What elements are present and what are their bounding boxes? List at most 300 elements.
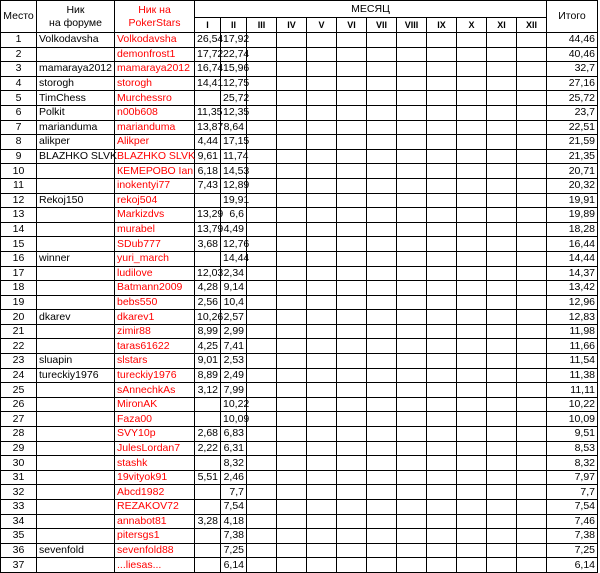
place-cell: 28 <box>1 427 37 442</box>
month-12-cell <box>517 441 547 456</box>
month-12-cell <box>517 47 547 62</box>
month-4-cell <box>277 193 307 208</box>
header-forum-nick <box>37 1 115 33</box>
total-cell: 18,28 <box>547 222 598 237</box>
table-row <box>1 266 598 281</box>
total-cell: 16,44 <box>547 237 598 252</box>
month-11-cell <box>487 135 517 150</box>
month-10-cell <box>457 120 487 135</box>
month-11-cell <box>487 383 517 398</box>
month-11-cell <box>487 324 517 339</box>
month-2-cell: 2,49 <box>221 368 247 383</box>
month-11-cell <box>487 354 517 369</box>
forum-nick-cell <box>37 412 115 427</box>
month-3-cell <box>247 441 277 456</box>
forum-nick-cell: TimChess <box>37 91 115 106</box>
month-12-cell <box>517 193 547 208</box>
month-1-cell: 12,03 <box>195 266 221 281</box>
total-cell: 20,71 <box>547 164 598 179</box>
table-row <box>1 441 598 456</box>
month-5-cell <box>307 295 337 310</box>
month-1-cell <box>195 500 221 515</box>
month-10-cell <box>457 91 487 106</box>
forum-nick-cell <box>37 558 115 573</box>
month-4-cell <box>277 135 307 150</box>
month-8-cell <box>397 251 427 266</box>
place-cell: 9 <box>1 149 37 164</box>
month-3-cell <box>247 514 277 529</box>
month-8-cell <box>397 514 427 529</box>
month-4-cell <box>277 310 307 325</box>
month-4-cell <box>277 529 307 544</box>
month-11-cell <box>487 543 517 558</box>
month-1-cell: 13,87 <box>195 120 221 135</box>
month-1-cell <box>195 251 221 266</box>
month-11-cell <box>487 266 517 281</box>
month-6-cell <box>337 514 367 529</box>
place-cell: 6 <box>1 105 37 120</box>
month-12-cell <box>517 164 547 179</box>
month-1-cell: 2,68 <box>195 427 221 442</box>
month-5-cell <box>307 251 337 266</box>
month-8-cell <box>397 485 427 500</box>
month-8-cell <box>397 266 427 281</box>
header-ps-nick <box>115 1 195 33</box>
month-11-cell <box>487 91 517 106</box>
month-10-cell <box>457 485 487 500</box>
forum-nick-cell <box>37 441 115 456</box>
month-12-cell <box>517 222 547 237</box>
month-6-cell <box>337 222 367 237</box>
month-6-cell <box>337 485 367 500</box>
month-header-VIII: VIII <box>397 18 427 33</box>
month-11-cell <box>487 105 517 120</box>
month-10-cell <box>457 324 487 339</box>
ps-nick-cell: Abcd1982 <box>115 485 195 500</box>
month-2-cell: 2,34 <box>221 266 247 281</box>
month-4-cell <box>277 47 307 62</box>
month-3-cell <box>247 470 277 485</box>
month-2-cell: 11,74 <box>221 149 247 164</box>
month-7-cell <box>367 514 397 529</box>
month-header-I: I <box>195 18 221 33</box>
month-6-cell <box>337 193 367 208</box>
month-9-cell <box>427 339 457 354</box>
month-10-cell <box>457 427 487 442</box>
month-5-cell <box>307 441 337 456</box>
month-4-cell <box>277 208 307 223</box>
month-3-cell <box>247 47 277 62</box>
header-month: МЕСЯЦ <box>195 1 547 18</box>
forum-nick-cell <box>37 456 115 471</box>
ps-nick-cell: mamaraya2012 <box>115 62 195 77</box>
forum-nick-cell: storogh <box>37 76 115 91</box>
month-8-cell <box>397 62 427 77</box>
month-7-cell <box>367 193 397 208</box>
month-6-cell <box>337 412 367 427</box>
ps-nick-cell: yuri_march <box>115 251 195 266</box>
total-cell: 22,51 <box>547 120 598 135</box>
month-4-cell <box>277 558 307 573</box>
month-4-cell <box>277 237 307 252</box>
ps-nick-cell: BLAZHKO SLVK <box>115 149 195 164</box>
month-header-XI: XI <box>487 18 517 33</box>
ps-nick-cell: 19vityok91 <box>115 470 195 485</box>
ps-nick-cell: ...liesas... <box>115 558 195 573</box>
table-row <box>1 76 598 91</box>
month-12-cell <box>517 295 547 310</box>
month-12-cell <box>517 485 547 500</box>
month-12-cell <box>517 529 547 544</box>
forum-nick-cell <box>37 529 115 544</box>
month-7-cell <box>367 33 397 48</box>
month-10-cell <box>457 529 487 544</box>
month-12-cell <box>517 237 547 252</box>
month-1-cell: 4,25 <box>195 339 221 354</box>
month-12-cell <box>517 558 547 573</box>
month-9-cell <box>427 543 457 558</box>
place-cell: 20 <box>1 310 37 325</box>
month-1-cell: 5,51 <box>195 470 221 485</box>
month-4-cell <box>277 149 307 164</box>
month-7-cell <box>367 456 397 471</box>
month-10-cell <box>457 500 487 515</box>
place-cell: 1 <box>1 33 37 48</box>
place-cell: 32 <box>1 485 37 500</box>
month-12-cell <box>517 91 547 106</box>
month-7-cell <box>367 222 397 237</box>
month-2-cell: 4,18 <box>221 514 247 529</box>
month-9-cell <box>427 222 457 237</box>
month-10-cell <box>457 441 487 456</box>
month-8-cell <box>397 237 427 252</box>
month-9-cell <box>427 529 457 544</box>
ps-nick-cell: Alikper <box>115 135 195 150</box>
month-10-cell <box>457 47 487 62</box>
month-12-cell <box>517 354 547 369</box>
total-cell: 11,54 <box>547 354 598 369</box>
month-7-cell <box>367 441 397 456</box>
month-2-cell: 12,76 <box>221 237 247 252</box>
month-2-cell: 2,53 <box>221 354 247 369</box>
month-6-cell <box>337 47 367 62</box>
month-12-cell <box>517 543 547 558</box>
place-cell: 31 <box>1 470 37 485</box>
place-cell: 11 <box>1 178 37 193</box>
month-2-cell: 8,64 <box>221 120 247 135</box>
month-6-cell <box>337 149 367 164</box>
month-4-cell <box>277 164 307 179</box>
month-3-cell <box>247 281 277 296</box>
month-9-cell <box>427 295 457 310</box>
month-header-VII: VII <box>367 18 397 33</box>
ps-nick-cell: REZAKOV72 <box>115 500 195 515</box>
month-8-cell <box>397 441 427 456</box>
table-row <box>1 47 598 62</box>
month-header-IX: IX <box>427 18 457 33</box>
month-10-cell <box>457 514 487 529</box>
month-header-XII: XII <box>517 18 547 33</box>
place-cell: 7 <box>1 120 37 135</box>
month-5-cell <box>307 339 337 354</box>
place-cell: 34 <box>1 514 37 529</box>
place-cell: 36 <box>1 543 37 558</box>
month-3-cell <box>247 427 277 442</box>
month-2-cell: 2,57 <box>221 310 247 325</box>
month-6-cell <box>337 310 367 325</box>
month-6-cell <box>337 324 367 339</box>
month-10-cell <box>457 383 487 398</box>
month-9-cell <box>427 62 457 77</box>
month-11-cell <box>487 397 517 412</box>
table-row <box>1 149 598 164</box>
month-8-cell <box>397 383 427 398</box>
forum-nick-cell <box>37 427 115 442</box>
month-4-cell <box>277 62 307 77</box>
month-3-cell <box>247 135 277 150</box>
total-cell: 6,14 <box>547 558 598 573</box>
month-9-cell <box>427 397 457 412</box>
month-6-cell <box>337 470 367 485</box>
ps-nick-cell: demonfrost1 <box>115 47 195 62</box>
forum-nick-cell <box>37 178 115 193</box>
month-4-cell <box>277 339 307 354</box>
month-2-cell: 6,83 <box>221 427 247 442</box>
month-8-cell <box>397 543 427 558</box>
place-cell: 24 <box>1 368 37 383</box>
month-11-cell <box>487 368 517 383</box>
table-row <box>1 178 598 193</box>
month-1-cell <box>195 543 221 558</box>
month-8-cell <box>397 500 427 515</box>
month-7-cell <box>367 105 397 120</box>
month-2-cell: 10,22 <box>221 397 247 412</box>
month-4-cell <box>277 485 307 500</box>
month-9-cell <box>427 485 457 500</box>
table-row <box>1 62 598 77</box>
month-4-cell <box>277 383 307 398</box>
month-2-cell: 14,44 <box>221 251 247 266</box>
month-4-cell <box>277 120 307 135</box>
month-4-cell <box>277 295 307 310</box>
month-9-cell <box>427 427 457 442</box>
month-10-cell <box>457 222 487 237</box>
month-9-cell <box>427 281 457 296</box>
month-12-cell <box>517 470 547 485</box>
month-4-cell <box>277 324 307 339</box>
month-6-cell <box>337 295 367 310</box>
month-3-cell <box>247 149 277 164</box>
month-11-cell <box>487 514 517 529</box>
month-2-cell: 12,75 <box>221 76 247 91</box>
header-row <box>1 1 598 18</box>
month-header-III: III <box>247 18 277 33</box>
month-5-cell <box>307 193 337 208</box>
table-row <box>1 354 598 369</box>
month-8-cell <box>397 47 427 62</box>
month-7-cell <box>367 354 397 369</box>
month-3-cell <box>247 62 277 77</box>
month-10-cell <box>457 251 487 266</box>
total-cell: 10,22 <box>547 397 598 412</box>
table-row <box>1 310 598 325</box>
month-11-cell <box>487 76 517 91</box>
table-row <box>1 295 598 310</box>
table-row <box>1 251 598 266</box>
month-1-cell: 16,74 <box>195 62 221 77</box>
total-cell: 7,97 <box>547 470 598 485</box>
table-row <box>1 120 598 135</box>
place-cell: 13 <box>1 208 37 223</box>
month-8-cell <box>397 91 427 106</box>
month-11-cell <box>487 529 517 544</box>
place-cell: 17 <box>1 266 37 281</box>
month-1-cell: 4,44 <box>195 135 221 150</box>
month-1-cell: 3,12 <box>195 383 221 398</box>
month-5-cell <box>307 558 337 573</box>
month-12-cell <box>517 427 547 442</box>
month-9-cell <box>427 266 457 281</box>
month-6-cell <box>337 441 367 456</box>
month-3-cell <box>247 295 277 310</box>
month-5-cell <box>307 33 337 48</box>
month-12-cell <box>517 120 547 135</box>
month-10-cell <box>457 266 487 281</box>
month-5-cell <box>307 62 337 77</box>
place-cell: 26 <box>1 397 37 412</box>
month-2-cell: 12,35 <box>221 105 247 120</box>
month-4-cell <box>277 500 307 515</box>
month-3-cell <box>247 193 277 208</box>
month-8-cell <box>397 178 427 193</box>
month-4-cell <box>277 281 307 296</box>
place-cell: 10 <box>1 164 37 179</box>
month-10-cell <box>457 164 487 179</box>
month-12-cell <box>517 500 547 515</box>
ps-nick-cell: n00b608 <box>115 105 195 120</box>
month-6-cell <box>337 397 367 412</box>
total-cell: 19,89 <box>547 208 598 223</box>
month-7-cell <box>367 397 397 412</box>
month-7-cell <box>367 178 397 193</box>
month-6-cell <box>337 339 367 354</box>
month-2-cell: 4,49 <box>221 222 247 237</box>
month-3-cell <box>247 222 277 237</box>
total-cell: 7,54 <box>547 500 598 515</box>
month-1-cell <box>195 558 221 573</box>
month-6-cell <box>337 500 367 515</box>
month-10-cell <box>457 558 487 573</box>
place-cell: 18 <box>1 281 37 296</box>
month-5-cell <box>307 222 337 237</box>
total-cell: 8,53 <box>547 441 598 456</box>
month-11-cell <box>487 178 517 193</box>
month-5-cell <box>307 485 337 500</box>
forum-nick-cell <box>37 514 115 529</box>
total-cell: 25,72 <box>547 91 598 106</box>
month-6-cell <box>337 237 367 252</box>
month-header-II: II <box>221 18 247 33</box>
place-cell: 12 <box>1 193 37 208</box>
month-5-cell <box>307 47 337 62</box>
month-11-cell <box>487 485 517 500</box>
month-12-cell <box>517 281 547 296</box>
month-8-cell <box>397 427 427 442</box>
month-3-cell <box>247 251 277 266</box>
month-10-cell <box>457 149 487 164</box>
month-4-cell <box>277 470 307 485</box>
month-2-cell: 2,99 <box>221 324 247 339</box>
month-1-cell <box>195 456 221 471</box>
forum-nick-cell <box>37 485 115 500</box>
month-4-cell <box>277 354 307 369</box>
month-3-cell <box>247 529 277 544</box>
place-cell: 30 <box>1 456 37 471</box>
month-3-cell <box>247 558 277 573</box>
month-10-cell <box>457 354 487 369</box>
month-3-cell <box>247 412 277 427</box>
month-4-cell <box>277 543 307 558</box>
month-5-cell <box>307 514 337 529</box>
ps-nick-cell: zimir88 <box>115 324 195 339</box>
month-10-cell <box>457 281 487 296</box>
ps-nick-cell: bebs550 <box>115 295 195 310</box>
ps-nick-cell: annabot81 <box>115 514 195 529</box>
month-7-cell <box>367 266 397 281</box>
month-6-cell <box>337 456 367 471</box>
total-cell: 7,25 <box>547 543 598 558</box>
forum-nick-cell <box>37 383 115 398</box>
month-11-cell <box>487 339 517 354</box>
month-3-cell <box>247 266 277 281</box>
month-7-cell <box>367 310 397 325</box>
place-cell: 15 <box>1 237 37 252</box>
month-8-cell <box>397 76 427 91</box>
month-1-cell: 9,61 <box>195 149 221 164</box>
month-7-cell <box>367 237 397 252</box>
month-2-cell: 9,14 <box>221 281 247 296</box>
forum-nick-cell <box>37 281 115 296</box>
month-6-cell <box>337 529 367 544</box>
table-row <box>1 222 598 237</box>
month-4-cell <box>277 33 307 48</box>
total-cell: 11,11 <box>547 383 598 398</box>
place-cell: 25 <box>1 383 37 398</box>
month-8-cell <box>397 295 427 310</box>
month-10-cell <box>457 135 487 150</box>
month-9-cell <box>427 91 457 106</box>
month-9-cell <box>427 354 457 369</box>
forum-nick-cell <box>37 237 115 252</box>
total-cell: 11,66 <box>547 339 598 354</box>
total-cell: 9,51 <box>547 427 598 442</box>
forum-nick-cell: Volkodavsha <box>37 33 115 48</box>
month-7-cell <box>367 412 397 427</box>
month-7-cell <box>367 485 397 500</box>
month-4-cell <box>277 76 307 91</box>
month-9-cell <box>427 120 457 135</box>
month-8-cell <box>397 208 427 223</box>
month-10-cell <box>457 456 487 471</box>
month-8-cell <box>397 412 427 427</box>
forum-nick-cell: sluapin <box>37 354 115 369</box>
month-6-cell <box>337 135 367 150</box>
month-8-cell <box>397 368 427 383</box>
month-6-cell <box>337 164 367 179</box>
table-row <box>1 485 598 500</box>
month-9-cell <box>427 237 457 252</box>
month-1-cell: 6,18 <box>195 164 221 179</box>
